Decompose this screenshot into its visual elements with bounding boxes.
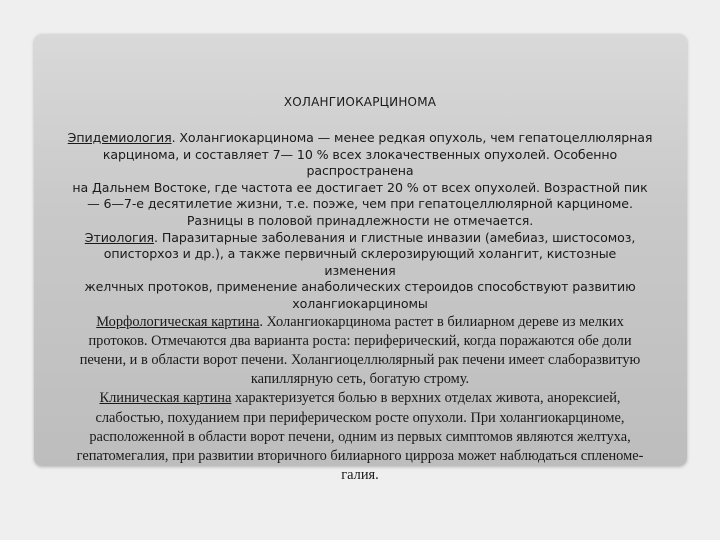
- paragraph-line: холангиокарциномы: [292, 295, 428, 311]
- paragraph-line: желчных протоков, применение анаболических стероидов способствуют развитию: [84, 279, 636, 295]
- paragraph-line: протоков. Отмечаются два варианта роста: периферический, когда поражаются обе доли: [88, 332, 632, 349]
- paragraph-line: изменения: [324, 262, 396, 278]
- paragraph-line: распространена: [306, 163, 414, 179]
- paragraph-line: описторхоз и др.), а также первичный склерозирующий холангит, кистозные: [103, 246, 617, 262]
- paragraph-line: — 6—7-е десятилетие жизни, т.е. поэже, чем при гепатоцеллюлярной карциноме.: [87, 196, 633, 212]
- paragraph-line: Эпидемиология. Холангиокарцинома — менее редкая опухоль, чем гепатоцеллюлярная: [67, 130, 653, 145]
- morphology-heading: Морфологическая картина: [96, 313, 260, 330]
- paragraph-line: Этиология. Паразитарные заболевания и глистные инвазии (амебиаз, шистосомоз,: [84, 229, 636, 245]
- paragraph-line: капиллярную сеть, богатую строму.: [250, 371, 470, 388]
- etiology-section: [36, 230, 684, 313]
- epidemiology-heading: Эпидемиология: [67, 130, 172, 145]
- paragraph-line: печени, и в области ворот печени. Холангиоцеллюлярный рак печени имеет слаборазвитую: [79, 351, 641, 368]
- morphology-section: [36, 313, 684, 390]
- paragraph-line: Клиническая картина характеризуется болью в верхних отделах живота, анорексией,: [99, 390, 621, 407]
- paragraph-line: галия.: [341, 467, 379, 484]
- slide-content: [36, 95, 684, 485]
- paragraph-line: расположенной в области ворот печени, одним из первых симптомов являются желтуха,: [89, 428, 631, 445]
- clinical-section: [36, 389, 684, 485]
- paragraph-line: карцинома, и составляет 7— 10 % всех злокачественных опухолей. Особенно: [102, 146, 618, 162]
- slide-title: ХОЛАНГИОКАРЦИНОМА: [283, 95, 437, 109]
- paragraph-line: Разницы в половой принадлежности не отмечается.: [186, 212, 534, 228]
- paragraph-line: на Дальнем Востоке, где частота ее достигает 20 % от всех опухолей. Возрастной пик: [72, 179, 648, 195]
- epidemiology-section: [36, 130, 684, 230]
- clinical-heading: Клиническая картина: [99, 390, 232, 407]
- paragraph-line: Морфологическая картина. Холангиокарцинома растет в билиарном дереве из мелких: [96, 313, 624, 330]
- paragraph-line: гепатомегалия, при развитии вторичного билиарного цирроза может наблюдаться спленоме-: [76, 447, 644, 464]
- etiology-heading: Этиология: [84, 229, 155, 245]
- paragraph-line: слабостью, похуданием при периферическом росте опухоли. При холангиокарциноме,: [95, 409, 625, 426]
